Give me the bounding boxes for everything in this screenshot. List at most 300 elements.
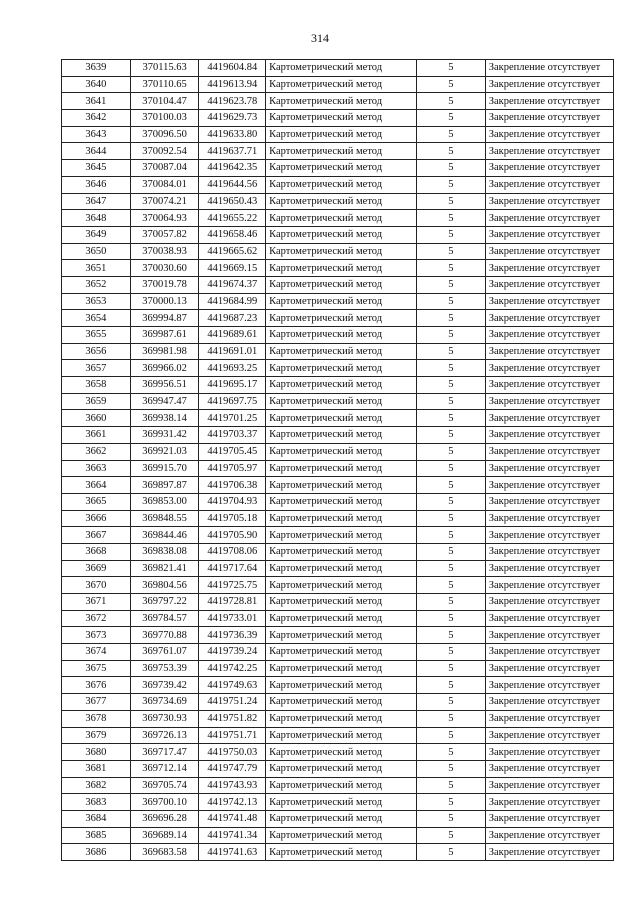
- point-number-cell: 3682: [62, 777, 131, 794]
- table-row: [62, 527, 614, 544]
- accuracy-cell: 5: [416, 827, 485, 844]
- x-coordinate-cell: 369921.03: [130, 443, 199, 460]
- point-number-cell: 3673: [62, 627, 131, 644]
- y-coordinate-cell: 4419689.61: [199, 327, 266, 344]
- table-row: [62, 744, 614, 761]
- accuracy-cell: 5: [416, 810, 485, 827]
- y-coordinate-cell: 4419747.79: [199, 760, 266, 777]
- fixation-cell: Закрепление отсутствует: [485, 827, 613, 844]
- x-coordinate-cell: 369784.57: [130, 610, 199, 627]
- table-row: [62, 443, 614, 460]
- point-number-cell: 3662: [62, 443, 131, 460]
- x-coordinate-cell: 370038.93: [130, 243, 199, 260]
- point-number-cell: 3642: [62, 110, 131, 127]
- y-coordinate-cell: 4419613.94: [199, 76, 266, 93]
- y-coordinate-cell: 4419687.23: [199, 310, 266, 327]
- accuracy-cell: 5: [416, 510, 485, 527]
- table-row: [62, 477, 614, 494]
- table-row: [62, 644, 614, 661]
- fixation-cell: Закрепление отсутствует: [485, 610, 613, 627]
- table-row: [62, 143, 614, 160]
- x-coordinate-cell: 370096.50: [130, 126, 199, 143]
- y-coordinate-cell: 4419604.84: [199, 60, 266, 77]
- method-cell: Картометрический метод: [266, 360, 417, 377]
- table-row: [62, 210, 614, 227]
- table-row: [62, 327, 614, 344]
- x-coordinate-cell: 369734.69: [130, 694, 199, 711]
- accuracy-cell: 5: [416, 377, 485, 394]
- accuracy-cell: 5: [416, 543, 485, 560]
- table-row: [62, 543, 614, 560]
- y-coordinate-cell: 4419743.93: [199, 777, 266, 794]
- accuracy-cell: 5: [416, 694, 485, 711]
- accuracy-cell: 5: [416, 160, 485, 177]
- table-row: [62, 810, 614, 827]
- point-number-cell: 3648: [62, 210, 131, 227]
- accuracy-cell: 5: [416, 143, 485, 160]
- method-cell: Картометрический метод: [266, 477, 417, 494]
- fixation-cell: Закрепление отсутствует: [485, 760, 613, 777]
- table-row: [62, 93, 614, 110]
- coordinates-table: [61, 59, 614, 861]
- x-coordinate-cell: 369726.13: [130, 727, 199, 744]
- table-row: [62, 827, 614, 844]
- method-cell: Картометрический метод: [266, 243, 417, 260]
- method-cell: Картометрический метод: [266, 160, 417, 177]
- table-row: [62, 760, 614, 777]
- x-coordinate-cell: 369730.93: [130, 710, 199, 727]
- table-row: [62, 427, 614, 444]
- fixation-cell: Закрепление отсутствует: [485, 560, 613, 577]
- point-number-cell: 3663: [62, 460, 131, 477]
- accuracy-cell: 5: [416, 794, 485, 811]
- fixation-cell: Закрепление отсутствует: [485, 460, 613, 477]
- fixation-cell: Закрепление отсутствует: [485, 210, 613, 227]
- point-number-cell: 3672: [62, 610, 131, 627]
- table-row: [62, 126, 614, 143]
- fixation-cell: Закрепление отсутствует: [485, 677, 613, 694]
- x-coordinate-cell: 369705.74: [130, 777, 199, 794]
- accuracy-cell: 5: [416, 844, 485, 861]
- table-row: [62, 493, 614, 510]
- table-row: [62, 343, 614, 360]
- accuracy-cell: 5: [416, 610, 485, 627]
- point-number-cell: 3646: [62, 176, 131, 193]
- fixation-cell: Закрепление отсутствует: [485, 343, 613, 360]
- method-cell: Картометрический метод: [266, 794, 417, 811]
- fixation-cell: Закрепление отсутствует: [485, 393, 613, 410]
- method-cell: Картометрический метод: [266, 677, 417, 694]
- y-coordinate-cell: 4419708.06: [199, 543, 266, 560]
- y-coordinate-cell: 4419623.78: [199, 93, 266, 110]
- method-cell: Картометрический метод: [266, 543, 417, 560]
- point-number-cell: 3650: [62, 243, 131, 260]
- point-number-cell: 3647: [62, 193, 131, 210]
- fixation-cell: Закрепление отсутствует: [485, 410, 613, 427]
- accuracy-cell: 5: [416, 126, 485, 143]
- x-coordinate-cell: 370000.13: [130, 293, 199, 310]
- fixation-cell: Закрепление отсутствует: [485, 744, 613, 761]
- y-coordinate-cell: 4419751.71: [199, 727, 266, 744]
- y-coordinate-cell: 4419697.75: [199, 393, 266, 410]
- x-coordinate-cell: 369761.07: [130, 644, 199, 661]
- accuracy-cell: 5: [416, 410, 485, 427]
- x-coordinate-cell: 369844.46: [130, 527, 199, 544]
- method-cell: Картометрический метод: [266, 293, 417, 310]
- point-number-cell: 3685: [62, 827, 131, 844]
- accuracy-cell: 5: [416, 660, 485, 677]
- method-cell: Картометрический метод: [266, 760, 417, 777]
- fixation-cell: Закрепление отсутствует: [485, 193, 613, 210]
- x-coordinate-cell: 369915.70: [130, 460, 199, 477]
- table-row: [62, 577, 614, 594]
- fixation-cell: Закрепление отсутствует: [485, 777, 613, 794]
- y-coordinate-cell: 4419705.18: [199, 510, 266, 527]
- fixation-cell: Закрепление отсутствует: [485, 76, 613, 93]
- x-coordinate-cell: 369689.14: [130, 827, 199, 844]
- method-cell: Картометрический метод: [266, 610, 417, 627]
- method-cell: Картометрический метод: [266, 527, 417, 544]
- x-coordinate-cell: 369712.14: [130, 760, 199, 777]
- accuracy-cell: 5: [416, 60, 485, 77]
- y-coordinate-cell: 4419725.75: [199, 577, 266, 594]
- y-coordinate-cell: 4419733.01: [199, 610, 266, 627]
- method-cell: Картометрический метод: [266, 427, 417, 444]
- fixation-cell: Закрепление отсутствует: [485, 443, 613, 460]
- accuracy-cell: 5: [416, 710, 485, 727]
- table-row: [62, 160, 614, 177]
- accuracy-cell: 5: [416, 644, 485, 661]
- table-row: [62, 76, 614, 93]
- accuracy-cell: 5: [416, 627, 485, 644]
- accuracy-cell: 5: [416, 193, 485, 210]
- accuracy-cell: 5: [416, 76, 485, 93]
- y-coordinate-cell: 4419705.90: [199, 527, 266, 544]
- table-row: [62, 276, 614, 293]
- accuracy-cell: 5: [416, 777, 485, 794]
- x-coordinate-cell: 369947.47: [130, 393, 199, 410]
- fixation-cell: Закрепление отсутствует: [485, 627, 613, 644]
- fixation-cell: Закрепление отсутствует: [485, 427, 613, 444]
- y-coordinate-cell: 4419644.56: [199, 176, 266, 193]
- accuracy-cell: 5: [416, 260, 485, 277]
- y-coordinate-cell: 4419703.37: [199, 427, 266, 444]
- accuracy-cell: 5: [416, 460, 485, 477]
- y-coordinate-cell: 4419637.71: [199, 143, 266, 160]
- y-coordinate-cell: 4419674.37: [199, 276, 266, 293]
- fixation-cell: Закрепление отсутствует: [485, 327, 613, 344]
- y-coordinate-cell: 4419642.35: [199, 160, 266, 177]
- y-coordinate-cell: 4419629.73: [199, 110, 266, 127]
- table-row: [62, 660, 614, 677]
- x-coordinate-cell: 369700.10: [130, 794, 199, 811]
- table-row: [62, 193, 614, 210]
- y-coordinate-cell: 4419669.15: [199, 260, 266, 277]
- table-row: [62, 677, 614, 694]
- accuracy-cell: 5: [416, 110, 485, 127]
- table-row: [62, 310, 614, 327]
- x-coordinate-cell: 369987.61: [130, 327, 199, 344]
- point-number-cell: 3664: [62, 477, 131, 494]
- method-cell: Картометрический метод: [266, 60, 417, 77]
- method-cell: Картометрический метод: [266, 410, 417, 427]
- x-coordinate-cell: 370064.93: [130, 210, 199, 227]
- point-number-cell: 3651: [62, 260, 131, 277]
- point-number-cell: 3653: [62, 293, 131, 310]
- x-coordinate-cell: 369994.87: [130, 310, 199, 327]
- point-number-cell: 3684: [62, 810, 131, 827]
- table-row: [62, 710, 614, 727]
- method-cell: Картометрический метод: [266, 377, 417, 394]
- point-number-cell: 3668: [62, 543, 131, 560]
- method-cell: Картометрический метод: [266, 844, 417, 861]
- x-coordinate-cell: 369753.39: [130, 660, 199, 677]
- y-coordinate-cell: 4419693.25: [199, 360, 266, 377]
- table-row: [62, 393, 614, 410]
- x-coordinate-cell: 369683.58: [130, 844, 199, 861]
- y-coordinate-cell: 4419658.46: [199, 226, 266, 243]
- y-coordinate-cell: 4419739.24: [199, 644, 266, 661]
- method-cell: Картометрический метод: [266, 810, 417, 827]
- point-number-cell: 3652: [62, 276, 131, 293]
- point-number-cell: 3644: [62, 143, 131, 160]
- table-row: [62, 594, 614, 611]
- accuracy-cell: 5: [416, 427, 485, 444]
- x-coordinate-cell: 370057.82: [130, 226, 199, 243]
- fixation-cell: Закрепление отсутствует: [485, 644, 613, 661]
- accuracy-cell: 5: [416, 226, 485, 243]
- y-coordinate-cell: 4419684.99: [199, 293, 266, 310]
- table-row: [62, 694, 614, 711]
- accuracy-cell: 5: [416, 276, 485, 293]
- method-cell: Картометрический метод: [266, 393, 417, 410]
- point-number-cell: 3679: [62, 727, 131, 744]
- method-cell: Картометрический метод: [266, 443, 417, 460]
- method-cell: Картометрический метод: [266, 493, 417, 510]
- point-number-cell: 3660: [62, 410, 131, 427]
- method-cell: Картометрический метод: [266, 93, 417, 110]
- method-cell: Картометрический метод: [266, 143, 417, 160]
- fixation-cell: Закрепление отсутствует: [485, 293, 613, 310]
- table-row: [62, 243, 614, 260]
- accuracy-cell: 5: [416, 727, 485, 744]
- accuracy-cell: 5: [416, 360, 485, 377]
- fixation-cell: Закрепление отсутствует: [485, 160, 613, 177]
- accuracy-cell: 5: [416, 393, 485, 410]
- method-cell: Картометрический метод: [266, 276, 417, 293]
- x-coordinate-cell: 369981.98: [130, 343, 199, 360]
- fixation-cell: Закрепление отсутствует: [485, 727, 613, 744]
- x-coordinate-cell: 370084.01: [130, 176, 199, 193]
- method-cell: Картометрический метод: [266, 210, 417, 227]
- table-row: [62, 627, 614, 644]
- page-number: 314: [311, 31, 329, 45]
- method-cell: Картометрический метод: [266, 226, 417, 243]
- method-cell: Картометрический метод: [266, 110, 417, 127]
- x-coordinate-cell: 369838.08: [130, 543, 199, 560]
- fixation-cell: Закрепление отсутствует: [485, 810, 613, 827]
- y-coordinate-cell: 4419701.25: [199, 410, 266, 427]
- x-coordinate-cell: 369931.42: [130, 427, 199, 444]
- x-coordinate-cell: 369848.55: [130, 510, 199, 527]
- table-row: [62, 410, 614, 427]
- fixation-cell: Закрепление отсутствует: [485, 694, 613, 711]
- point-number-cell: 3677: [62, 694, 131, 711]
- fixation-cell: Закрепление отсутствует: [485, 276, 613, 293]
- table-row: [62, 176, 614, 193]
- point-number-cell: 3665: [62, 493, 131, 510]
- point-number-cell: 3661: [62, 427, 131, 444]
- point-number-cell: 3657: [62, 360, 131, 377]
- y-coordinate-cell: 4419655.22: [199, 210, 266, 227]
- method-cell: Картометрический метод: [266, 744, 417, 761]
- method-cell: Картометрический метод: [266, 660, 417, 677]
- y-coordinate-cell: 4419717.64: [199, 560, 266, 577]
- accuracy-cell: 5: [416, 310, 485, 327]
- table-row: [62, 510, 614, 527]
- y-coordinate-cell: 4419751.82: [199, 710, 266, 727]
- y-coordinate-cell: 4419705.45: [199, 443, 266, 460]
- point-number-cell: 3676: [62, 677, 131, 694]
- fixation-cell: Закрепление отсутствует: [485, 844, 613, 861]
- accuracy-cell: 5: [416, 594, 485, 611]
- fixation-cell: Закрепление отсутствует: [485, 226, 613, 243]
- point-number-cell: 3671: [62, 594, 131, 611]
- point-number-cell: 3666: [62, 510, 131, 527]
- accuracy-cell: 5: [416, 93, 485, 110]
- x-coordinate-cell: 369696.28: [130, 810, 199, 827]
- accuracy-cell: 5: [416, 343, 485, 360]
- x-coordinate-cell: 369797.22: [130, 594, 199, 611]
- method-cell: Картометрический метод: [266, 644, 417, 661]
- fixation-cell: Закрепление отсутствует: [485, 110, 613, 127]
- method-cell: Картометрический метод: [266, 126, 417, 143]
- fixation-cell: Закрепление отсутствует: [485, 260, 613, 277]
- table-row: [62, 260, 614, 277]
- y-coordinate-cell: 4419704.93: [199, 493, 266, 510]
- method-cell: Картометрический метод: [266, 176, 417, 193]
- table-row: [62, 777, 614, 794]
- table-row: [62, 226, 614, 243]
- fixation-cell: Закрепление отсутствует: [485, 594, 613, 611]
- fixation-cell: Закрепление отсутствует: [485, 510, 613, 527]
- method-cell: Картометрический метод: [266, 327, 417, 344]
- accuracy-cell: 5: [416, 677, 485, 694]
- fixation-cell: Закрепление отсутствует: [485, 243, 613, 260]
- point-number-cell: 3658: [62, 377, 131, 394]
- y-coordinate-cell: 4419633.80: [199, 126, 266, 143]
- x-coordinate-cell: 369804.56: [130, 577, 199, 594]
- x-coordinate-cell: 369717.47: [130, 744, 199, 761]
- method-cell: Картометрический метод: [266, 577, 417, 594]
- x-coordinate-cell: 369897.87: [130, 477, 199, 494]
- point-number-cell: 3670: [62, 577, 131, 594]
- x-coordinate-cell: 370030.60: [130, 260, 199, 277]
- fixation-cell: Закрепление отсутствует: [485, 794, 613, 811]
- point-number-cell: 3683: [62, 794, 131, 811]
- x-coordinate-cell: 369938.14: [130, 410, 199, 427]
- fixation-cell: Закрепление отсутствует: [485, 493, 613, 510]
- accuracy-cell: 5: [416, 293, 485, 310]
- method-cell: Картометрический метод: [266, 827, 417, 844]
- x-coordinate-cell: 369739.42: [130, 677, 199, 694]
- accuracy-cell: 5: [416, 527, 485, 544]
- y-coordinate-cell: 4419706.38: [199, 477, 266, 494]
- method-cell: Картометрический метод: [266, 76, 417, 93]
- table-row: [62, 844, 614, 861]
- method-cell: Картометрический метод: [266, 460, 417, 477]
- x-coordinate-cell: 370087.04: [130, 160, 199, 177]
- point-number-cell: 3680: [62, 744, 131, 761]
- accuracy-cell: 5: [416, 760, 485, 777]
- method-cell: Картометрический метод: [266, 260, 417, 277]
- y-coordinate-cell: 4419665.62: [199, 243, 266, 260]
- point-number-cell: 3675: [62, 660, 131, 677]
- method-cell: Картометрический метод: [266, 694, 417, 711]
- accuracy-cell: 5: [416, 560, 485, 577]
- table-row: [62, 794, 614, 811]
- fixation-cell: Закрепление отсутствует: [485, 577, 613, 594]
- accuracy-cell: 5: [416, 577, 485, 594]
- fixation-cell: Закрепление отсутствует: [485, 143, 613, 160]
- fixation-cell: Закрепление отсутствует: [485, 377, 613, 394]
- fixation-cell: Закрепление отсутствует: [485, 60, 613, 77]
- accuracy-cell: 5: [416, 443, 485, 460]
- table-row: [62, 60, 614, 77]
- method-cell: Картометрический метод: [266, 343, 417, 360]
- point-number-cell: 3659: [62, 393, 131, 410]
- method-cell: Картометрический метод: [266, 627, 417, 644]
- point-number-cell: 3681: [62, 760, 131, 777]
- method-cell: Картометрический метод: [266, 777, 417, 794]
- method-cell: Картометрический метод: [266, 710, 417, 727]
- accuracy-cell: 5: [416, 744, 485, 761]
- y-coordinate-cell: 4419741.63: [199, 844, 266, 861]
- fixation-cell: Закрепление отсутствует: [485, 310, 613, 327]
- point-number-cell: 3643: [62, 126, 131, 143]
- fixation-cell: Закрепление отсутствует: [485, 660, 613, 677]
- x-coordinate-cell: 370110.65: [130, 76, 199, 93]
- accuracy-cell: 5: [416, 327, 485, 344]
- fixation-cell: Закрепление отсутствует: [485, 477, 613, 494]
- y-coordinate-cell: 4419695.17: [199, 377, 266, 394]
- point-number-cell: 3649: [62, 226, 131, 243]
- table-row: [62, 377, 614, 394]
- x-coordinate-cell: 370092.54: [130, 143, 199, 160]
- accuracy-cell: 5: [416, 243, 485, 260]
- method-cell: Картометрический метод: [266, 594, 417, 611]
- table-row: [62, 293, 614, 310]
- table-body: [62, 60, 614, 861]
- point-number-cell: 3641: [62, 93, 131, 110]
- fixation-cell: Закрепление отсутствует: [485, 710, 613, 727]
- x-coordinate-cell: 369956.51: [130, 377, 199, 394]
- fixation-cell: Закрепление отсутствует: [485, 93, 613, 110]
- point-number-cell: 3678: [62, 710, 131, 727]
- x-coordinate-cell: 370019.78: [130, 276, 199, 293]
- y-coordinate-cell: 4419650.43: [199, 193, 266, 210]
- x-coordinate-cell: 369966.02: [130, 360, 199, 377]
- point-number-cell: 3667: [62, 527, 131, 544]
- point-number-cell: 3640: [62, 76, 131, 93]
- accuracy-cell: 5: [416, 493, 485, 510]
- method-cell: Картометрический метод: [266, 193, 417, 210]
- y-coordinate-cell: 4419736.39: [199, 627, 266, 644]
- y-coordinate-cell: 4419742.25: [199, 660, 266, 677]
- accuracy-cell: 5: [416, 210, 485, 227]
- point-number-cell: 3669: [62, 560, 131, 577]
- fixation-cell: Закрепление отсутствует: [485, 360, 613, 377]
